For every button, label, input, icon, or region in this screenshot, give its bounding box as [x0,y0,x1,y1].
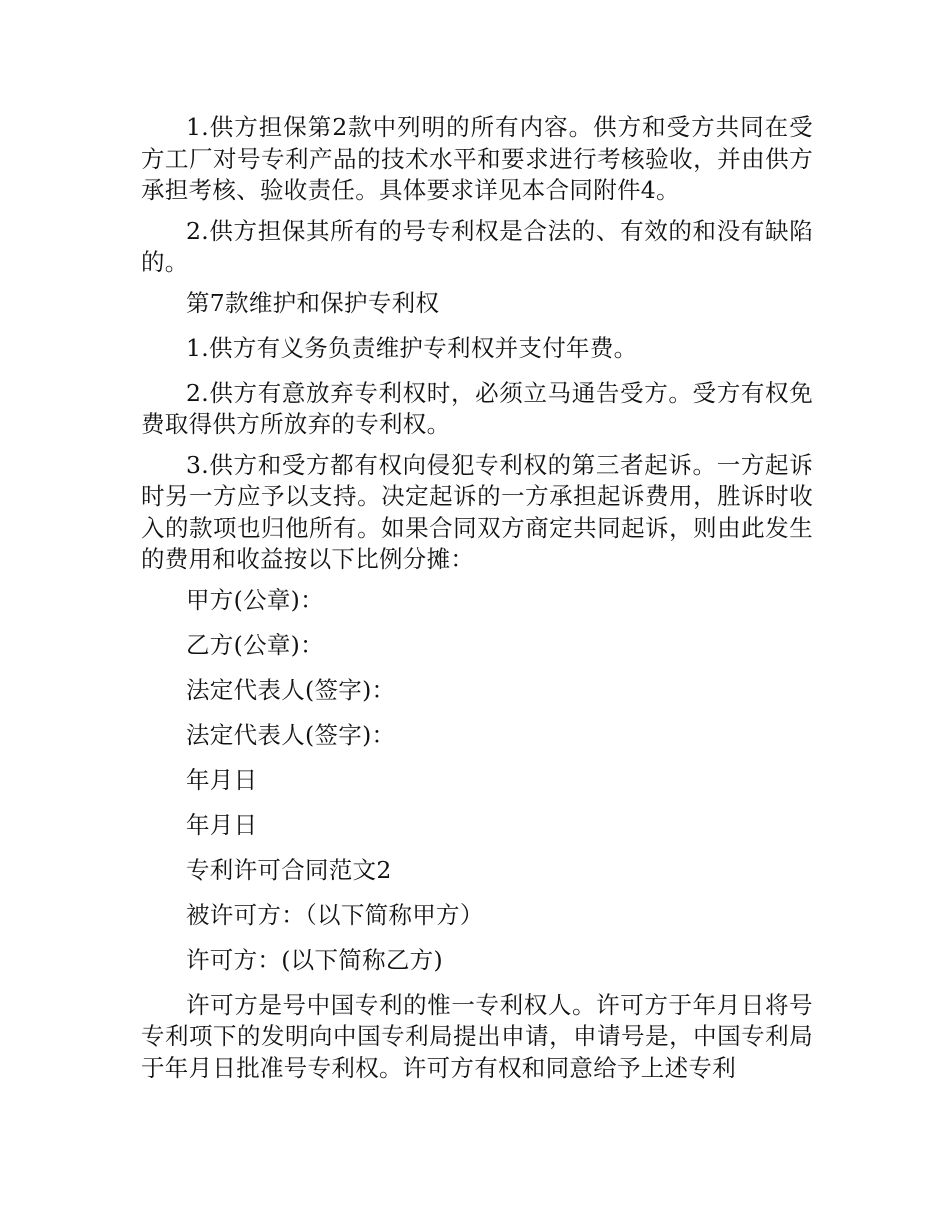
signature-party-a-seal: 甲方(公章)： [186,585,324,614]
date-line-b: 年月日 [186,810,258,839]
party-licensor-line: 许可方：(以下简称乙方) [186,945,443,974]
paragraph-maintenance-1: 1.供方有义务负责维护专利权并支付年费。 [186,333,638,362]
section-title-template-2: 专利许可合同范文2 [186,855,392,884]
paragraph-maintenance-3: 3.供方和受方都有权向侵犯专利权的第三者起诉。一方起诉时另一方应予以支持。决定起诉的一方承担起诉费用，胜诉时收入的款项也归他所有。如果合同双方商定共同起诉，则由此发生的费用和收益按以下比例分摊： [141,450,813,573]
document-page [141,112,813,1093]
section-heading-article-7: 第7款维护和保护专利权 [186,288,440,317]
paragraph-licensor-statement: 许可方是号中国专利的惟一专利权人。许可方于年月日将号专利项下的发明向中国专利局提出申请，申请号是，中国专利局于年月日批准号专利权。许可方有权和同意给予上述专利 [141,990,813,1082]
paragraph-maintenance-2: 2.供方有意放弃专利权时，必须立马通告受方。受方有权免费取得供方所放弃的专利权。 [141,378,813,438]
paragraph-guarantee-1: 1.供方担保第2款中列明的所有内容。供方和受方共同在受方工厂对号专利产品的技术水平和要求进行考核验收，并由供方承担考核、验收责任。具体要求详见本合同附件4。 [141,113,813,204]
date-line-a: 年月日 [186,765,258,794]
signature-legal-rep-a: 法定代表人(签字)： [186,675,396,704]
party-licensee-line: 被许可方：（以下简称甲方） [186,900,484,929]
signature-party-b-seal: 乙方(公章)： [186,630,324,659]
signature-legal-rep-b: 法定代表人(签字)： [186,720,396,749]
paragraph-guarantee-2: 2.供方担保其所有的号专利权是合法的、有效的和没有缺陷的。 [141,216,813,276]
